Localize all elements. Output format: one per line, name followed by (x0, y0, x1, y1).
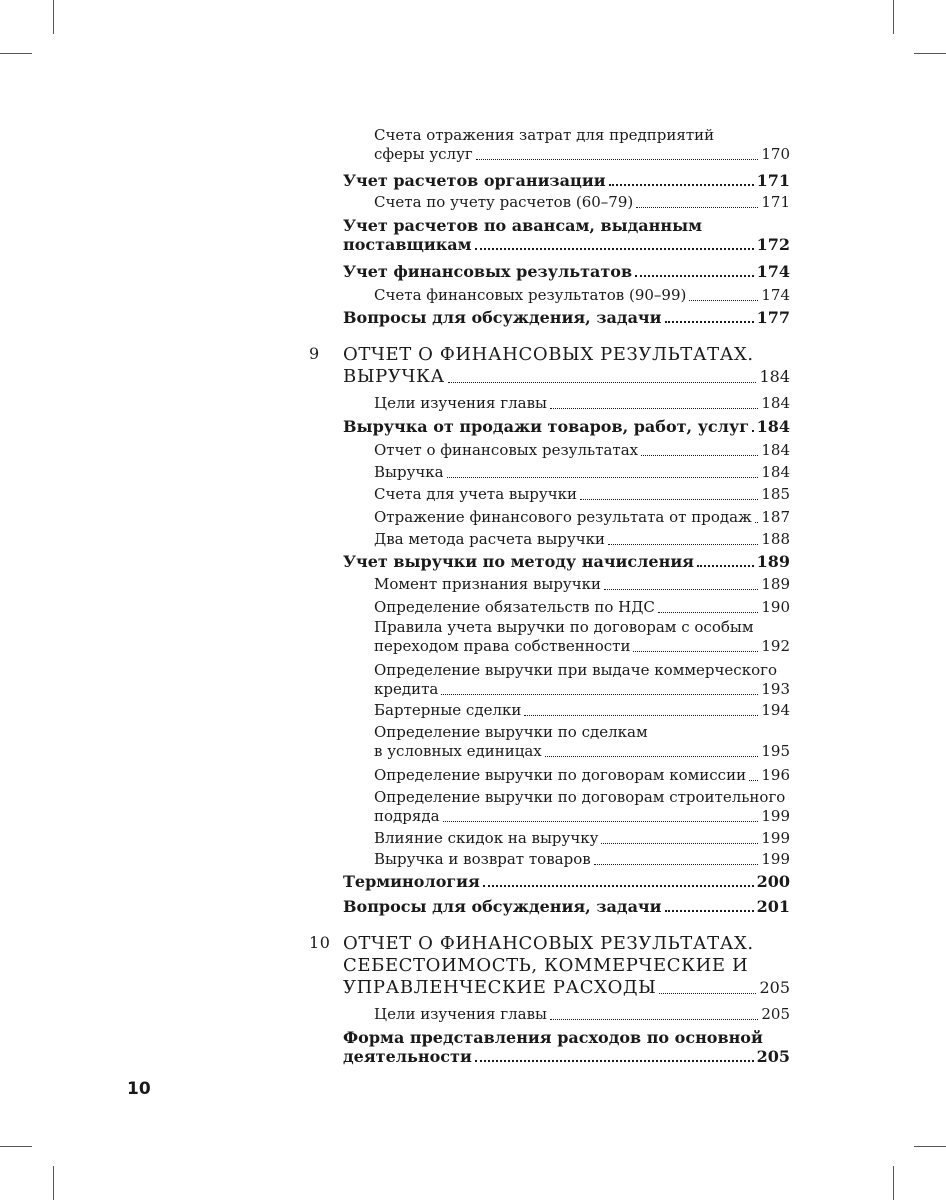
dot-leader (476, 159, 759, 160)
entry-title: Счета финансовых результатов (90–99) (374, 286, 687, 304)
entry-title-line: ОТЧЕТ О ФИНАНСОВЫХ РЕЗУЛЬТАТАХ. (343, 933, 754, 954)
entry-title: Отчет о финансовых результатах (374, 441, 639, 459)
entry-title: УПРАВЛЕНЧЕСКИЕ РАСХОДЫ (343, 977, 657, 998)
entry-page-number: 187 (761, 508, 790, 526)
entry-page-number: 201 (756, 897, 790, 916)
dot-leader (633, 651, 758, 652)
entry-title: Выручка и возврат товаров (374, 850, 591, 868)
entry-page-number: 184 (761, 441, 790, 459)
subsection-entry[interactable] (300, 598, 790, 617)
dot-leader (665, 321, 754, 323)
entry-page-number: 189 (756, 552, 790, 571)
dot-leader (755, 522, 759, 523)
entry-title: Терминология (343, 872, 480, 891)
subsection-entry[interactable] (300, 766, 790, 785)
dot-leader (604, 589, 758, 590)
dot-leader (601, 843, 758, 844)
subsection-entry[interactable] (300, 661, 790, 699)
entry-page-number: 193 (761, 680, 790, 698)
entry-title: Учет расчетов организации (343, 171, 606, 190)
entry-page-number: 184 (756, 417, 790, 436)
dot-leader (749, 780, 758, 781)
subsection-entry[interactable] (300, 394, 790, 413)
entry-title: Влияние скидок на выручку (374, 829, 599, 847)
entry-title: переходом права собственности (374, 637, 631, 655)
subsection-entry[interactable] (300, 575, 790, 594)
entry-page-number: 170 (761, 145, 790, 163)
dot-leader (636, 207, 758, 208)
chapter-entry[interactable] (300, 933, 790, 999)
dot-leader (524, 715, 758, 716)
dot-leader (609, 184, 754, 186)
entry-title: Цели изучения главы (374, 1005, 547, 1023)
entry-title-line: Определение выручки при выдаче коммерческого (374, 661, 778, 679)
dot-leader (443, 821, 759, 822)
dot-leader (697, 565, 754, 567)
entry-title: сферы услуг (374, 145, 473, 163)
entry-page-number: 184 (761, 394, 790, 412)
entry-page-number: 195 (761, 742, 790, 760)
entry-title: Отражение финансового результата от продаж (374, 508, 752, 526)
entry-page-number: 194 (761, 701, 790, 719)
entry-page-number: 174 (756, 262, 790, 281)
entry-title: Определение выручки по договорам комиссии (374, 766, 747, 784)
dot-leader (545, 756, 759, 757)
entry-title-line: Определение выручки по договорам строительного (374, 788, 786, 806)
dot-leader (689, 300, 758, 301)
entry-title: Учет выручки по методу начисления (343, 552, 694, 571)
entry-title: Бартерные сделки (374, 701, 522, 719)
page-number: 10 (127, 1079, 151, 1099)
entry-title: подряда (374, 807, 440, 825)
subsection-entry[interactable] (300, 193, 790, 212)
entry-title-line: Учет расчетов по авансам, выданным (343, 216, 703, 235)
subsection-entry[interactable] (300, 286, 790, 305)
subsection-entry[interactable] (300, 508, 790, 527)
entry-page-number: 199 (761, 829, 790, 847)
subsection-entry[interactable] (300, 850, 790, 869)
dot-leader (641, 455, 758, 456)
entry-page-number: 190 (761, 598, 790, 616)
subsection-entry[interactable] (300, 723, 790, 761)
entry-title: деятельности (343, 1047, 472, 1066)
entry-page-number: 184 (759, 367, 790, 386)
subsection-entry[interactable] (300, 485, 790, 504)
entry-title: Вопросы для обсуждения, задачи (343, 897, 662, 916)
subsection-entry[interactable] (300, 618, 790, 656)
entry-page-number: 171 (756, 171, 790, 190)
entry-title-line: Определение выручки по сделкам (374, 723, 648, 741)
dot-leader (659, 993, 756, 994)
dot-leader (441, 694, 758, 695)
section-entry[interactable] (300, 171, 790, 190)
dot-leader (594, 864, 759, 865)
entry-title-line: Счета отражения затрат для предприятий (374, 126, 715, 144)
dot-leader (550, 408, 758, 409)
dot-leader (448, 382, 757, 383)
entry-page-number: 205 (761, 1005, 790, 1023)
section-entry[interactable] (300, 216, 790, 254)
entry-page-number: 196 (761, 766, 790, 784)
entry-page-number: 192 (761, 637, 790, 655)
entry-title-line: Форма представления расходов по основной (343, 1028, 763, 1047)
chapter-number: 10 (309, 933, 331, 952)
section-entry[interactable] (300, 897, 790, 916)
entry-title: Счета для учета выручки (374, 485, 578, 503)
entry-title: Два метода расчета выручки (374, 530, 606, 548)
entry-page-number: 184 (761, 463, 790, 481)
entry-page-number: 200 (756, 872, 790, 891)
dot-leader (550, 1019, 758, 1020)
subsection-entry[interactable] (300, 829, 790, 848)
subsection-entry[interactable] (300, 126, 790, 164)
entry-title: Выручка от продажи товаров, работ, услуг (343, 417, 749, 436)
entry-title: Определение обязательств по НДС (374, 598, 655, 616)
section-entry[interactable] (300, 262, 790, 281)
chapter-number: 9 (309, 344, 320, 363)
entry-page-number: 189 (761, 575, 790, 593)
subsection-entry[interactable] (300, 1005, 790, 1024)
section-entry[interactable] (300, 872, 790, 891)
entry-page-number: 171 (761, 193, 790, 211)
dot-leader (635, 275, 754, 277)
subsection-entry[interactable] (300, 463, 790, 482)
dot-leader (447, 477, 759, 478)
entry-title: ВЫРУЧКА (343, 366, 445, 387)
dot-leader (483, 885, 754, 887)
entry-page-number: 188 (761, 530, 790, 548)
section-entry[interactable] (300, 308, 790, 327)
entry-page-number: 205 (759, 978, 790, 997)
entry-title: Счета по учету расчетов (60–79) (374, 193, 634, 211)
entry-page-number: 185 (761, 485, 790, 503)
dot-leader (608, 544, 758, 545)
dot-leader (752, 430, 754, 432)
subsection-entry[interactable] (300, 441, 790, 460)
entry-page-number: 199 (761, 807, 790, 825)
dot-leader (580, 499, 758, 500)
dot-leader (665, 910, 754, 912)
entry-title: кредита (374, 680, 439, 698)
entry-title: Выручка (374, 463, 444, 481)
entry-title: в условных единицах (374, 742, 542, 760)
entry-title: Вопросы для обсуждения, задачи (343, 308, 662, 327)
entry-title: Момент признания выручки (374, 575, 602, 593)
entry-page-number: 177 (756, 308, 790, 327)
entry-page-number: 205 (756, 1047, 790, 1066)
chapter-entry[interactable] (300, 344, 790, 388)
subsection-entry[interactable] (300, 530, 790, 549)
entry-title-line: ОТЧЕТ О ФИНАНСОВЫХ РЕЗУЛЬТАТАХ. (343, 344, 754, 365)
entry-title: поставщикам (343, 235, 472, 254)
dot-leader (658, 612, 758, 613)
section-entry[interactable] (300, 1028, 790, 1066)
dot-leader (475, 1060, 754, 1062)
dot-leader (475, 248, 754, 250)
entry-page-number: 199 (761, 850, 790, 868)
entry-title-line: Правила учета выручки по договорам с особым (374, 618, 754, 636)
entry-page-number: 174 (761, 286, 790, 304)
section-entry[interactable] (300, 417, 790, 436)
subsection-entry[interactable] (300, 701, 790, 720)
entry-title-line: СЕБЕСТОИМОСТЬ, КОММЕРЧЕСКИЕ И (343, 955, 749, 976)
section-entry[interactable] (300, 552, 790, 571)
entry-page-number: 172 (756, 235, 790, 254)
subsection-entry[interactable] (300, 788, 790, 826)
entry-title: Учет финансовых результатов (343, 262, 633, 281)
entry-title: Цели изучения главы (374, 394, 547, 412)
